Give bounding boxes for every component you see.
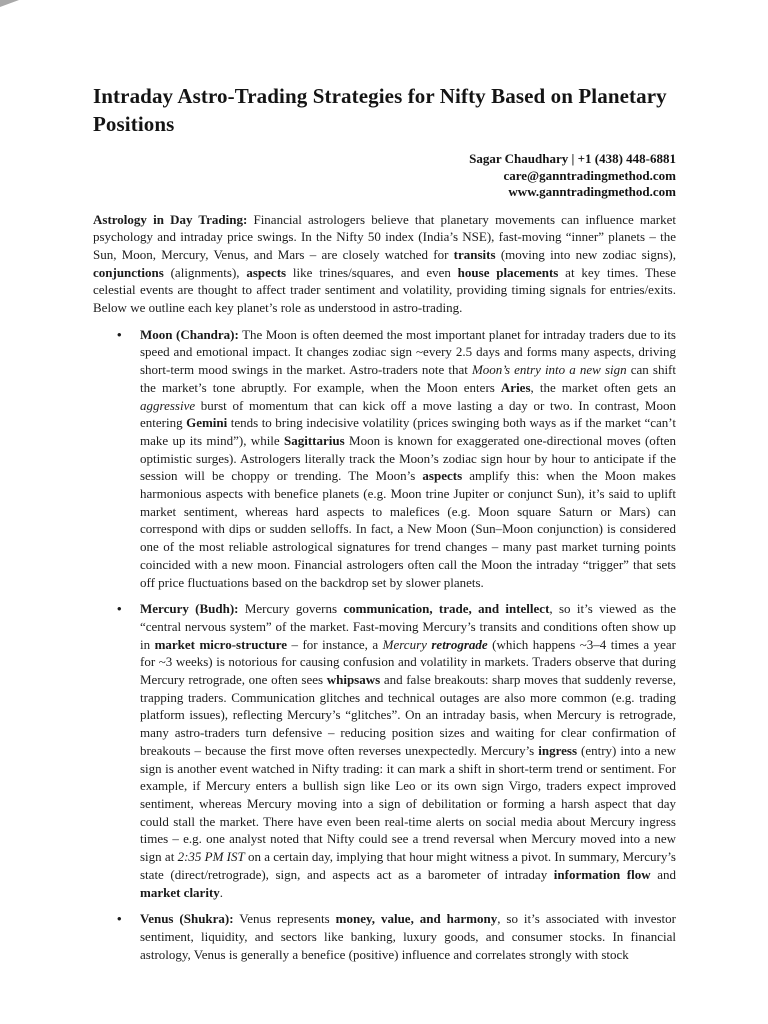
text-run: Moon (Chandra): [140, 326, 239, 342]
text-run: information flow [553, 866, 651, 882]
text-run: (which happens ~3–4 times a year for ~3 weeks) is notorious for causing confusion and volatility in markets. Traders observe that during Mercury retrograde, one often sees [140, 636, 676, 688]
text-run: Moon is known for exaggerated one-directional moves (often optimistic surges). Astrologers literally track the Moon’s zodiac sign hour by hour to anticipate if the session will be choppy or trending. The Moon’s [140, 432, 677, 484]
text-run: . [219, 884, 224, 900]
text-run: Mercury (Budh): [140, 601, 239, 617]
contact-website: www.ganntradingmethod.com [508, 184, 676, 199]
text-run: Mercury [382, 636, 432, 652]
contact-block [93, 151, 676, 201]
text-run: like trines/squares, and even [286, 264, 458, 280]
text-run: retrograde [431, 636, 488, 652]
text-run: communication, trade, and intellect [343, 601, 550, 617]
text-run: aggressive [140, 397, 196, 413]
text-run: Astrology in Day Trading: [93, 211, 248, 227]
text-run: burst of momentum that can kick off a move lasting a day or two. In contrast, Moon entering [140, 397, 676, 431]
text-run: house placements [457, 264, 559, 280]
text-run: Sagittarius [284, 432, 345, 448]
text-run: market clarity [140, 884, 220, 900]
text-run: Financial astrologers believe that planetary movements can influence market psychology and intraday price swings. In the Nifty 50 index (India’s NSE), fast-moving “inner” planets – the Sun, Moon, Mercury, Venus, and Mars – are closely watched for [93, 211, 676, 262]
text-run: (entry) into a new sign is another event watched in Nifty trading: it can mark a shift in short-term trend or sentiment. For example, if Mercury enters a bullish sign like Leo or its own sign Virgo, traders expect improved sentiment, whereas Mercury moving into a sign of debilitation or forming a harsh aspect that day could stall the market. There have even been real-time alerts on social media about Mercury ingress times – e.g. one analyst noted that Nifty could see a trend reversal when Mercury moved into a new sign at [140, 742, 676, 865]
text-run: amplify this: when the Moon makes harmonious aspects with benefice planets (e.g. Moon trine Jupiter or conjunct Sun), it’s said to uplift market sentiment, whereas hard aspects to malefices (e.g. Moon square Saturn or Mars) can correspond with dips or sudden selloffs. In fact, a New Moon (Sun–Moon conjunction) is considered one of the most reliable astrological signatures for trend changes – many past market turning points coincided with a new moon. Financial astrologers often call the Moon the intraday “trigger” that sets off price fluctuations based on the backdrop set by slower planets. [140, 468, 676, 590]
document-title: Intraday Astro-Trading Strategies for Nifty Based on Planetary Positions [93, 84, 667, 136]
text-run: 2:35 PM IST [177, 849, 245, 865]
text-run: and [650, 866, 676, 882]
planet-bullet-list [93, 326, 676, 964]
bullet-venus-shukra [93, 910, 676, 963]
text-run: Mercury governs [238, 601, 344, 617]
text-run: tends to bring indecisive volatility (prices swinging both ways as if the market “can’t make up its mind”), while [140, 415, 676, 448]
bullet-moon-chandra [93, 326, 676, 592]
text-run: , the market often gets an [530, 379, 676, 395]
page-corner-artifact [0, 0, 19, 7]
text-run: at key times. These celestial events are thought to affect trader sentiment and volatility, providing timing signals for entries/exits. Below we outline each key planet’s role as understood in astro-trading. [93, 264, 676, 316]
text-run: aspects [422, 468, 463, 484]
text-run: whipsaws [326, 672, 381, 688]
bullet-mercury-budh [93, 600, 676, 901]
text-run: transits [453, 246, 496, 262]
text-run: (moving into new zodiac signs), [495, 246, 676, 262]
text-run: Venus (Shukra): [140, 911, 234, 927]
contact-email: care@ganntradingmethod.com [503, 167, 676, 183]
text-run: – for instance, a [287, 636, 383, 652]
text-run: conjunctions [93, 264, 164, 280]
text-run: , so it’s associated with investor sentiment, liquidity, and sectors like banking, luxury goods, and consumer stocks. In financial astrology, Venus is generally a benefice (positive) influence and correlates strongly with stock [140, 911, 676, 962]
text-run: Moon’s entry into a new sign [471, 362, 627, 378]
text-run: market micro-structure [154, 636, 288, 652]
text-run: aspects [246, 264, 287, 280]
text-run: ingress [538, 742, 577, 758]
text-run: Gemini [186, 415, 228, 431]
text-run: money, value, and harmony [335, 911, 498, 927]
text-run: , so it’s viewed as the “central nervous system” of the market. Fast-moving Mercury’s transits and conditions often show up in [140, 601, 676, 652]
text-run: and false breakouts: sharp moves that suddenly reverse, trapping traders. Communication glitches and technical outages are also more common (e.g. trading platform issues), reflecting Mercury’s “glitches”. On an intraday basis, when Mercury is retrograde, many astro-traders turn defensive – reducing position sizes and waiting for clear confirmation of breakouts – because the first move often reverses unexpectedly. Mercury’s [140, 672, 676, 758]
text-run: Aries [500, 379, 531, 395]
contact-name-phone: Sagar Chaudhary | +1 (438) 448-6881 [469, 151, 676, 166]
intro-paragraph [93, 211, 676, 317]
text-run: can shift the market’s tone abruptly. For example, when the Moon enters [140, 362, 676, 395]
text-run: The Moon is often deemed the most important planet for intraday traders due to its speed and emotional impact. It changes zodiac sign ~every 2.5 days and forms many aspects, driving short-term mood swings in the market. Astro-traders note that [140, 326, 676, 378]
text-run: (alignments), [163, 264, 247, 280]
text-run: Venus represents [233, 911, 336, 927]
text-run: on a certain day, implying that hour might witness a pivot. In summary, Mercury’s state (direct/retrograde), sign, and aspects act as a barometer of intraday [140, 849, 676, 882]
